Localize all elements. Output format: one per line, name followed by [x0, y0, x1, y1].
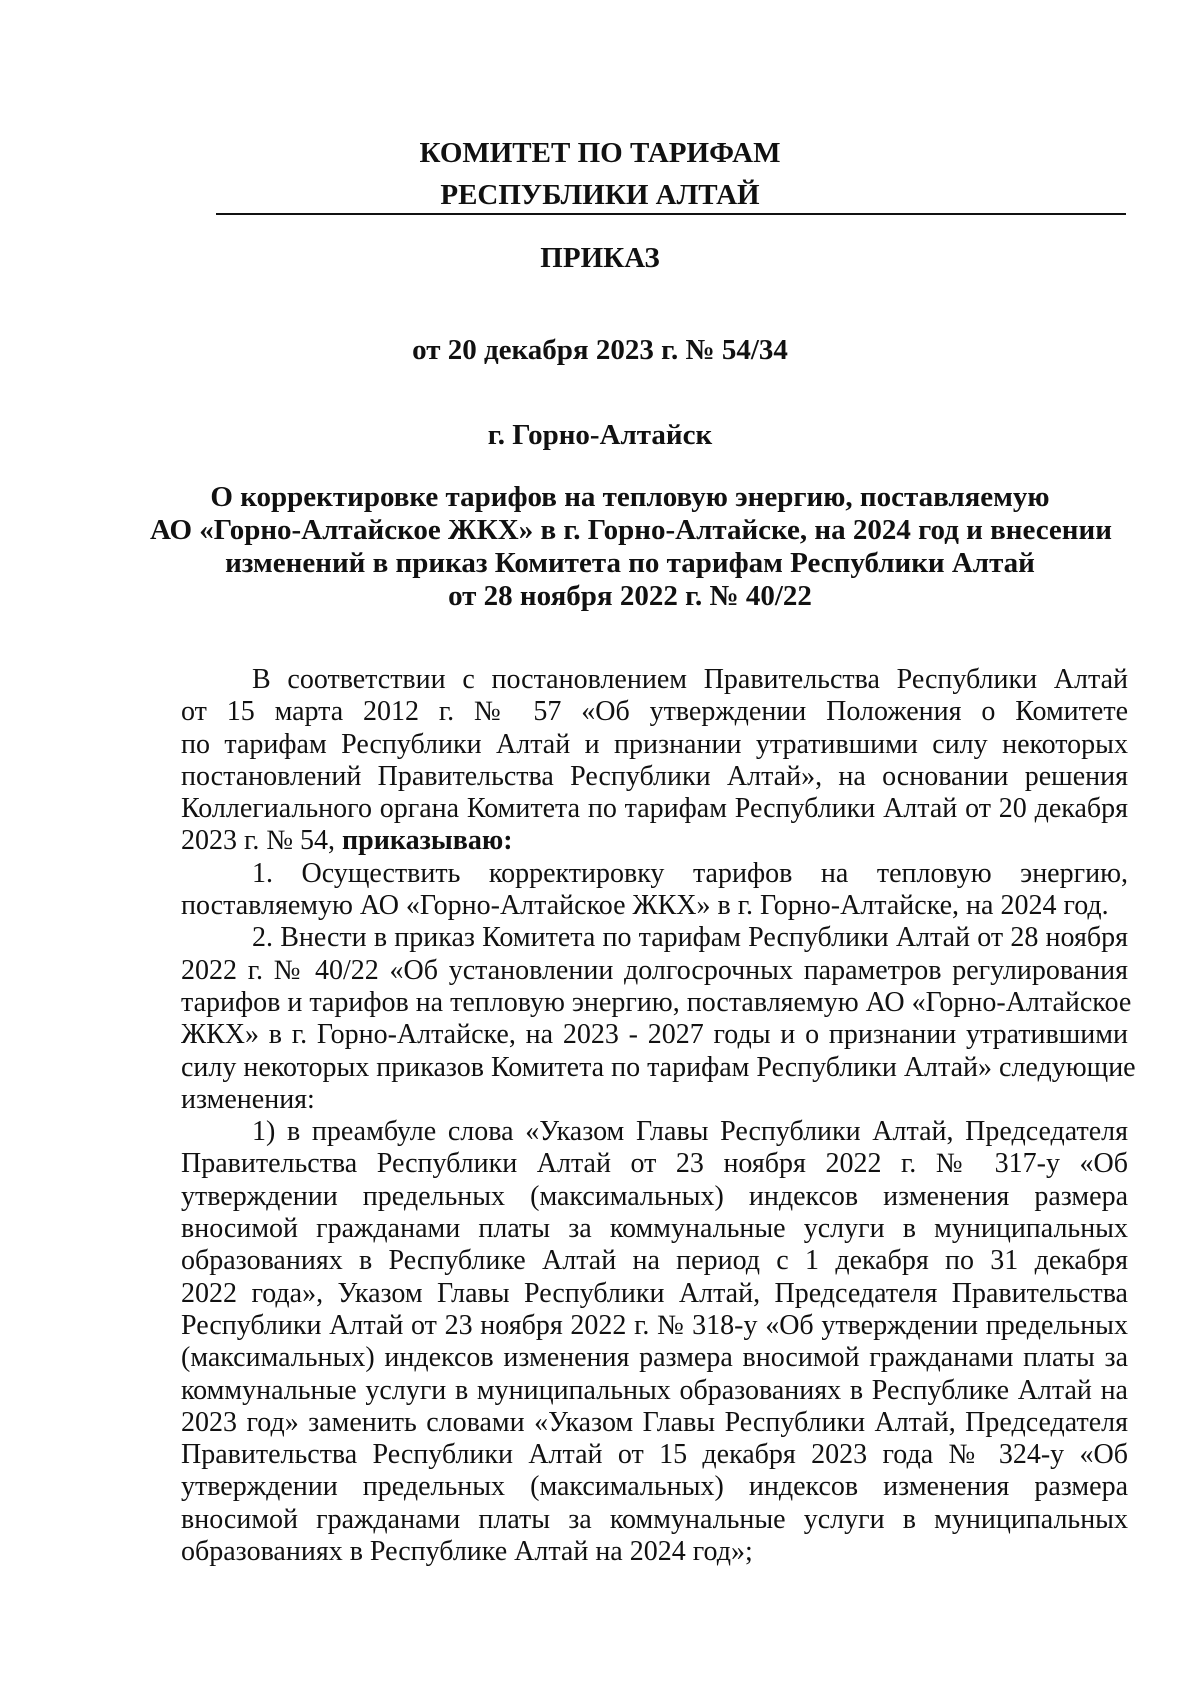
city: г. Горно-Алтайск — [487, 419, 713, 451]
order-verb: приказываю: — [342, 825, 513, 857]
body-line: силу некоторых приказов Комитета по тарифам Республики Алтай» следующие — [181, 1051, 1136, 1083]
body-line: коммунальные услуги в муниципальных образованиях в Республике Алтай на — [181, 1374, 1128, 1406]
title-line: изменений в приказ Комитета по тарифам Республики Алтай — [225, 547, 1035, 579]
body-line: тарифов и тарифов на тепловую энергию, поставляемую АО «Горно-Алтайское — [181, 986, 1132, 1018]
body-line: поставляемую АО «Горно-Алтайское ЖКХ» в г. Горно-Алтайске, на 2024 год. — [181, 890, 1109, 922]
body-line: 1) в преамбуле слова «Указом Главы Республики Алтай, Председателя — [252, 1116, 1128, 1148]
org-name-line2: РЕСПУБЛИКИ АЛТАЙ — [440, 179, 760, 211]
body-line: вносимой гражданами платы за коммунальные услуги в муниципальных — [181, 1213, 1128, 1245]
date-number: от 20 декабря 2023 г. № 54/34 — [412, 334, 788, 366]
body-line: от 15 марта 2012 г. № 57 «Об утверждении Положения о Комитете — [181, 696, 1128, 728]
order-title — [150, 481, 1110, 613]
title-line: от 28 ноября 2022 г. № 40/22 — [448, 580, 812, 612]
body-line: Правительства Республики Алтай от 23 ноября 2022 г. № 317-у «Об — [181, 1148, 1128, 1180]
body-line: 1. Осуществить корректировку тарифов на тепловую энергию, — [252, 857, 1128, 889]
org-name-line1: КОМИТЕТ ПО ТАРИФАМ — [419, 137, 781, 169]
body-line: утверждении предельных (максимальных) индексов изменения размера — [181, 1471, 1128, 1503]
header-divider — [216, 213, 1126, 215]
body-line: 2022 г. № 40/22 «Об установлении долгосрочных параметров регулирования — [181, 954, 1128, 986]
body-line: Коллегиального органа Комитета по тарифам Республики Алтай от 20 декабря — [181, 793, 1128, 825]
body-line: 2022 года», Указом Главы Республики Алтай, Председателя Правительства — [181, 1277, 1128, 1309]
body-line: Правительства Республики Алтай от 15 декабря 2023 года № 324-у «Об — [181, 1439, 1128, 1471]
order-body — [181, 664, 1136, 1568]
body-line: 2023 год» заменить словами «Указом Главы Республики Алтай, Председателя — [181, 1406, 1128, 1438]
body-line: 2. Внести в приказ Комитета по тарифам Республики Алтай от 28 ноября — [252, 922, 1128, 954]
body-line — [181, 825, 1128, 857]
body-line: изменения: — [181, 1083, 315, 1115]
body-line: образованиях в Республике Алтай на 2024 год»; — [181, 1536, 753, 1568]
body-line: (максимальных) индексов изменения размера вносимой гражданами платы за — [181, 1342, 1128, 1374]
title-line: О корректировке тарифов на тепловую энергию, поставляемую — [210, 481, 1050, 513]
body-line: по тарифам Республики Алтай и признании утратившими силу некоторых — [181, 728, 1128, 760]
body-line: Республики Алтай от 23 ноября 2022 г. № 318-у «Об утверждении предельных — [181, 1309, 1128, 1341]
body-line: В соответствии с постановлением Правительства Республики Алтай — [252, 664, 1128, 695]
body-line: вносимой гражданами платы за коммунальные услуги в муниципальных — [181, 1503, 1128, 1535]
body-line: ЖКХ» в г. Горно-Алтайске, на 2023 - 2027 годы и о признании утратившими — [181, 1019, 1128, 1051]
body-line: утверждении предельных (максимальных) индексов изменения размера — [181, 1180, 1128, 1212]
body-line: образованиях в Республике Алтай на период с 1 декабря по 31 декабря — [181, 1245, 1128, 1277]
preamble-closing-text: 2023 г. № 54, — [181, 825, 343, 857]
doc-type: ПРИКАЗ — [540, 242, 660, 274]
body-line: постановлений Правительства Республики Алтай», на основании решения — [181, 760, 1128, 792]
title-line: АО «Горно-Алтайское ЖКХ» в г. Горно-Алтайске, на 2024 год и внесении — [150, 514, 1112, 546]
